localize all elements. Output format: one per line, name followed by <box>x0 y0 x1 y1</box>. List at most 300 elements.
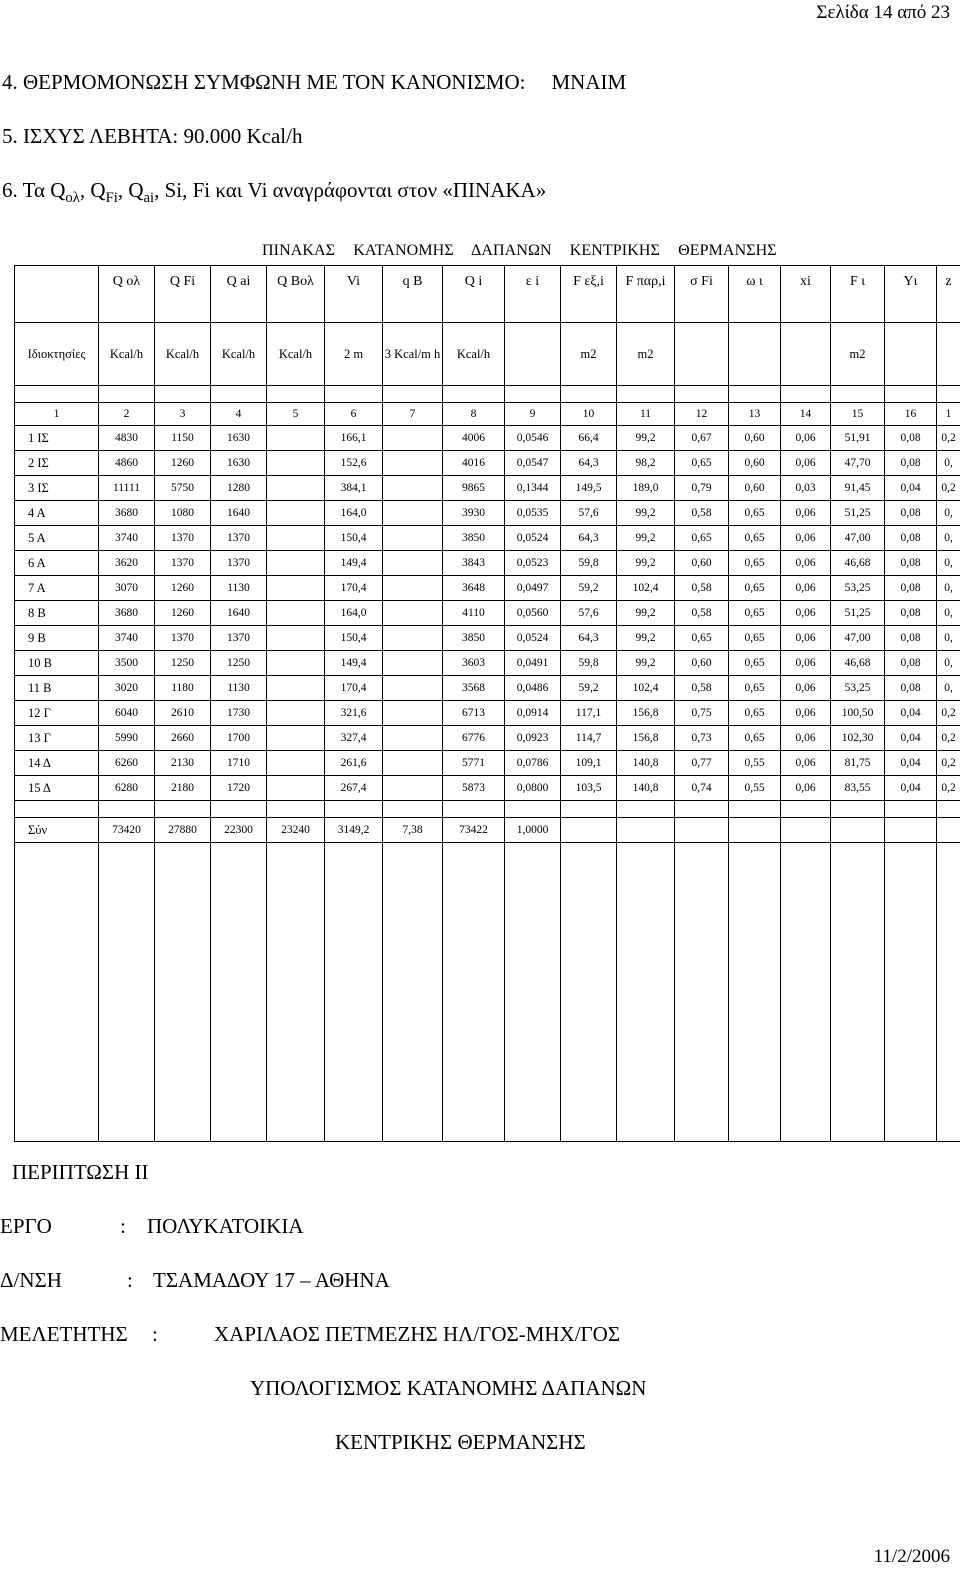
table-cell <box>383 751 443 776</box>
insulation-line <box>2 70 626 95</box>
empty-cell <box>781 801 831 818</box>
table-cell <box>383 501 443 526</box>
insulation-label: 4. ΘΕΡΜΟΜΟΝΩΣΗ ΣΥΜΦΩΝΗ ΜΕ ΤΟΝ ΚΑΝΟΝΙΣΜΟ: <box>2 70 526 94</box>
empty-cell <box>99 801 155 818</box>
table-cell: 1640 <box>211 501 267 526</box>
empty-cell <box>505 801 561 818</box>
table-cell: 0,58 <box>675 601 729 626</box>
table-cell: 4860 <box>99 451 155 476</box>
table-cell: 0,04 <box>885 701 937 726</box>
table-cell <box>267 476 325 501</box>
table-cell: 3070 <box>99 576 155 601</box>
header-symbol-cell: Q ολ <box>99 266 155 323</box>
table-cell: 327,4 <box>325 726 383 751</box>
table-cell <box>267 776 325 801</box>
column-number-cell: 1 <box>937 403 960 426</box>
table-cell: 140,8 <box>617 751 675 776</box>
document-date: 11/2/2006 <box>873 1546 950 1567</box>
table-cell: 117,1 <box>561 701 617 726</box>
table-cell: 64,3 <box>561 451 617 476</box>
owner-cell: 3 ΙΣ <box>15 476 99 501</box>
table-cell: 0,0800 <box>505 776 561 801</box>
table-cell: 1260 <box>155 451 211 476</box>
table-cell: 3740 <box>99 626 155 651</box>
table-cell: 1370 <box>155 526 211 551</box>
table-cell: 3843 <box>443 551 505 576</box>
table-cell: 261,6 <box>325 751 383 776</box>
empty-cell <box>443 386 505 403</box>
sum-cell: 27880 <box>155 818 211 843</box>
table-cell: 0,0491 <box>505 651 561 676</box>
header-symbol-cell: Vi <box>325 266 383 323</box>
table-cell <box>267 701 325 726</box>
header-symbol-cell: ω ι <box>729 266 781 323</box>
note-part: , Q <box>117 178 144 202</box>
note-part: , Si, Fi και Vi αναγράφονται στον «ΠΙΝΑΚΑ» <box>154 178 547 202</box>
table-cell: 0,08 <box>885 576 937 601</box>
table-cell: 6280 <box>99 776 155 801</box>
owner-cell: 10 Β <box>15 651 99 676</box>
table-cell: 0,06 <box>781 551 831 576</box>
table-cell: 103,5 <box>561 776 617 801</box>
table-cell: 0, <box>937 501 960 526</box>
header-units-row <box>15 323 960 386</box>
table-row <box>15 726 960 751</box>
sum-cell <box>617 818 675 843</box>
empty-cell <box>505 386 561 403</box>
empty-cell <box>729 801 781 818</box>
info-sep: : <box>120 1214 126 1238</box>
table-cell: 0,58 <box>675 501 729 526</box>
table-cell: 0,08 <box>885 676 937 701</box>
table-cell: 59,8 <box>561 651 617 676</box>
table-cell: 46,68 <box>831 651 885 676</box>
table-cell: 0,0523 <box>505 551 561 576</box>
header-symbols-row <box>15 266 960 323</box>
table-cell: 2610 <box>155 701 211 726</box>
table-cell: 0,65 <box>729 501 781 526</box>
sum-cell <box>937 818 960 843</box>
table-cell <box>267 576 325 601</box>
table-cell: 3568 <box>443 676 505 701</box>
boiler-power-line: 5. ΙΣΧΥΣ ΛΕΒΗΤΑ: 90.000 Kcal/h <box>2 124 303 148</box>
table-cell: 99,2 <box>617 551 675 576</box>
table-cell: 0,60 <box>729 476 781 501</box>
table-cell: 11111 <box>99 476 155 501</box>
table-cell: 0,2 <box>937 776 960 801</box>
note-part: , Q <box>79 178 106 202</box>
header-unit-cell: Kcal/h <box>267 323 325 386</box>
table-cell <box>267 726 325 751</box>
owner-cell: 11 Β <box>15 676 99 701</box>
owner-cell: 4 Α <box>15 501 99 526</box>
table-cell: 0, <box>937 576 960 601</box>
table-cell: 0, <box>937 526 960 551</box>
sum-cell <box>781 818 831 843</box>
table-cell: 99,2 <box>617 501 675 526</box>
table-cell: 99,2 <box>617 626 675 651</box>
header-symbol-cell: F ι <box>831 266 885 323</box>
info-sep: : <box>152 1322 158 1346</box>
empty-cell <box>831 801 885 818</box>
table-title <box>262 242 791 260</box>
note-sub: ai <box>143 190 155 207</box>
table-cell: 57,6 <box>561 501 617 526</box>
column-number-cell: 7 <box>383 403 443 426</box>
table-cell: 0,08 <box>885 501 937 526</box>
column-numbers-row <box>15 403 960 426</box>
quantities-note <box>2 178 546 207</box>
empty-cell <box>831 843 885 1142</box>
table-cell: 2180 <box>155 776 211 801</box>
empty-cell <box>885 801 937 818</box>
owner-cell: 12 Γ <box>15 701 99 726</box>
table-cell: 0,1344 <box>505 476 561 501</box>
column-number-cell: 12 <box>675 403 729 426</box>
table-cell: 0,79 <box>675 476 729 501</box>
table-cell <box>383 776 443 801</box>
table-cell: 140,8 <box>617 776 675 801</box>
info-value: ΤΣΑΜΑΔΟΥ 17 – ΑΘΗΝΑ <box>153 1268 390 1292</box>
sum-row <box>15 818 960 843</box>
header-symbol-cell: σ Fi <box>675 266 729 323</box>
table-cell: 156,8 <box>617 701 675 726</box>
empty-cell <box>729 386 781 403</box>
table-cell: 0,06 <box>781 651 831 676</box>
column-number-cell: 14 <box>781 403 831 426</box>
column-number-cell: 1 <box>15 403 99 426</box>
column-number-cell: 5 <box>267 403 325 426</box>
table-cell: 0,2 <box>937 701 960 726</box>
table-row <box>15 751 960 776</box>
table-cell: 0,73 <box>675 726 729 751</box>
table-cell: 1700 <box>211 726 267 751</box>
header-symbol-cell: F παρ,i <box>617 266 675 323</box>
table-cell: 81,75 <box>831 751 885 776</box>
table-cell <box>267 626 325 651</box>
table-cell: 53,25 <box>831 676 885 701</box>
table-cell: 5750 <box>155 476 211 501</box>
sum-cell: 23240 <box>267 818 325 843</box>
empty-cell <box>937 843 960 1142</box>
table-cell <box>383 726 443 751</box>
header-symbol-cell <box>15 266 99 323</box>
table-cell: 0,65 <box>675 526 729 551</box>
table-cell: 102,4 <box>617 576 675 601</box>
table-cell: 0, <box>937 626 960 651</box>
table-cell: 4016 <box>443 451 505 476</box>
empty-cell <box>443 801 505 818</box>
spacer-row <box>15 801 960 818</box>
table-cell: 3680 <box>99 501 155 526</box>
sum-cell <box>561 818 617 843</box>
table-cell: 0,75 <box>675 701 729 726</box>
empty-cell <box>885 386 937 403</box>
table-cell: 0,08 <box>885 526 937 551</box>
table-cell: 0, <box>937 676 960 701</box>
table-cell: 1130 <box>211 676 267 701</box>
empty-cell <box>781 386 831 403</box>
table-cell: 0,04 <box>885 751 937 776</box>
table-row <box>15 676 960 701</box>
owner-cell: 2 ΙΣ <box>15 451 99 476</box>
table-cell: 66,4 <box>561 426 617 451</box>
table-cell: 0,06 <box>781 751 831 776</box>
table-cell: 53,25 <box>831 576 885 601</box>
table-cell: 0,60 <box>675 651 729 676</box>
empty-cell <box>675 801 729 818</box>
table-cell: 1370 <box>155 626 211 651</box>
table-cell: 47,00 <box>831 526 885 551</box>
table-cell: 102,4 <box>617 676 675 701</box>
table-cell: 0,65 <box>729 601 781 626</box>
owner-cell: 8 Β <box>15 601 99 626</box>
table-cell <box>383 551 443 576</box>
table-cell: 57,6 <box>561 601 617 626</box>
empty-cell <box>831 386 885 403</box>
table-cell <box>383 651 443 676</box>
table-cell: 0,74 <box>675 776 729 801</box>
table-cell: 170,4 <box>325 576 383 601</box>
table-row <box>15 701 960 726</box>
table-cell: 0,0535 <box>505 501 561 526</box>
table-row <box>15 501 960 526</box>
table-cell: 0, <box>937 601 960 626</box>
empty-cell <box>617 386 675 403</box>
header-symbol-cell: ε i <box>505 266 561 323</box>
table-cell: 0,06 <box>781 676 831 701</box>
table-cell: 109,1 <box>561 751 617 776</box>
empty-cell <box>675 843 729 1142</box>
table-cell: 3930 <box>443 501 505 526</box>
table-row <box>15 476 960 501</box>
table-cell: 1720 <box>211 776 267 801</box>
owner-cell: 14 Δ <box>15 751 99 776</box>
table-cell: 1150 <box>155 426 211 451</box>
table-cell: 83,55 <box>831 776 885 801</box>
table-cell: 0,03 <box>781 476 831 501</box>
table-cell <box>267 651 325 676</box>
header-symbol-cell: Q i <box>443 266 505 323</box>
table-cell: 1250 <box>155 651 211 676</box>
table-cell: 59,2 <box>561 676 617 701</box>
empty-cell <box>99 386 155 403</box>
empty-cell <box>155 801 211 818</box>
table-cell: 0,0486 <box>505 676 561 701</box>
header-symbol-cell: Q ai <box>211 266 267 323</box>
table-row <box>15 576 960 601</box>
table-cell: 0,77 <box>675 751 729 776</box>
header-unit-cell <box>505 323 561 386</box>
table-cell <box>383 526 443 551</box>
table-cell: 1370 <box>211 551 267 576</box>
table-cell <box>267 551 325 576</box>
table-cell: 1640 <box>211 601 267 626</box>
table-cell: 99,2 <box>617 526 675 551</box>
column-number-cell: 2 <box>99 403 155 426</box>
table-cell: 102,30 <box>831 726 885 751</box>
info-project <box>0 1214 304 1239</box>
column-number-cell: 11 <box>617 403 675 426</box>
table-cell: 0,60 <box>729 426 781 451</box>
table-cell: 1280 <box>211 476 267 501</box>
table-cell: 64,3 <box>561 526 617 551</box>
spacer-row <box>15 386 960 403</box>
table-cell: 0,0786 <box>505 751 561 776</box>
empty-cell <box>443 843 505 1142</box>
owner-cell: 13 Γ <box>15 726 99 751</box>
table-cell: 0,08 <box>885 626 937 651</box>
table-row <box>15 626 960 651</box>
empty-cell <box>383 801 443 818</box>
table-cell: 0,65 <box>729 626 781 651</box>
table-row <box>15 451 960 476</box>
table-cell: 99,2 <box>617 426 675 451</box>
table-cell: 1260 <box>155 601 211 626</box>
table-cell: 149,4 <box>325 551 383 576</box>
table-cell: 3740 <box>99 526 155 551</box>
table-cell: 3680 <box>99 601 155 626</box>
table-cell: 0,60 <box>729 451 781 476</box>
table-cell: 0,65 <box>729 701 781 726</box>
table-cell: 64,3 <box>561 626 617 651</box>
table-cell: 51,25 <box>831 501 885 526</box>
table-cell: 384,1 <box>325 476 383 501</box>
empty-cell <box>211 801 267 818</box>
table-cell <box>267 751 325 776</box>
column-number-cell: 8 <box>443 403 505 426</box>
header-symbol-cell: F εξ,i <box>561 266 617 323</box>
table-cell: 0,65 <box>675 626 729 651</box>
table-cell: 0,0524 <box>505 526 561 551</box>
table-cell <box>383 426 443 451</box>
header-unit-cell: Kcal/h <box>211 323 267 386</box>
empty-cell <box>561 386 617 403</box>
empty-cell <box>15 843 99 1142</box>
table-cell: 152,6 <box>325 451 383 476</box>
sum-cell: 3149,2 <box>325 818 383 843</box>
table-cell: 114,7 <box>561 726 617 751</box>
column-number-cell: 16 <box>885 403 937 426</box>
table-cell: 5873 <box>443 776 505 801</box>
table-cell: 1370 <box>211 526 267 551</box>
table-cell: 0,65 <box>729 726 781 751</box>
table-row <box>15 651 960 676</box>
empty-cell <box>15 801 99 818</box>
header-unit-cell: m2 <box>617 323 675 386</box>
table-cell: 0,06 <box>781 426 831 451</box>
table-cell: 99,2 <box>617 651 675 676</box>
header-symbol-cell: Q Fi <box>155 266 211 323</box>
table-cell: 0,08 <box>885 601 937 626</box>
table-cell: 5771 <box>443 751 505 776</box>
empty-cell <box>325 386 383 403</box>
page-number: Σελίδα 14 από 23 <box>816 2 950 23</box>
table-cell: 0,65 <box>729 551 781 576</box>
info-label: Δ/ΝΣΗ <box>0 1268 62 1292</box>
table-cell: 164,0 <box>325 501 383 526</box>
table-cell: 47,00 <box>831 626 885 651</box>
table-cell: 91,45 <box>831 476 885 501</box>
table-cell: 0,65 <box>729 651 781 676</box>
empty-cell <box>937 386 960 403</box>
table-cell: 0,65 <box>729 676 781 701</box>
table-cell <box>267 451 325 476</box>
empty-cell <box>383 386 443 403</box>
sum-cell: 73422 <box>443 818 505 843</box>
empty-cell <box>267 386 325 403</box>
info-label: ΕΡΓΟ <box>0 1214 52 1238</box>
sum-cell: 73420 <box>99 818 155 843</box>
sum-label-cell: Σύν <box>15 818 99 843</box>
note-sub: Fi <box>105 190 118 207</box>
table-title-word: ΚΕΝΤΡΙΚΗΣ <box>569 242 660 259</box>
owner-cell: 5 Α <box>15 526 99 551</box>
table-cell: 0,06 <box>781 626 831 651</box>
sum-cell <box>831 818 885 843</box>
table-cell <box>267 426 325 451</box>
table-cell <box>383 701 443 726</box>
empty-cell <box>729 843 781 1142</box>
table-cell <box>383 451 443 476</box>
header-symbol-cell: z <box>937 266 960 323</box>
sum-cell: 7,38 <box>383 818 443 843</box>
table-cell <box>383 601 443 626</box>
table-cell: 0,06 <box>781 701 831 726</box>
table-cell: 189,0 <box>617 476 675 501</box>
empty-cell <box>675 386 729 403</box>
header-unit-cell <box>781 323 831 386</box>
owner-cell: 9 Β <box>15 626 99 651</box>
column-number-cell: 13 <box>729 403 781 426</box>
table-cell: 99,2 <box>617 601 675 626</box>
table-cell: 2660 <box>155 726 211 751</box>
header-unit-cell <box>885 323 937 386</box>
table-cell: 0, <box>937 651 960 676</box>
table-cell: 0,0497 <box>505 576 561 601</box>
table-cell: 3850 <box>443 526 505 551</box>
note-sub: ολ <box>65 190 80 207</box>
column-number-cell: 9 <box>505 403 561 426</box>
empty-cell <box>267 843 325 1142</box>
table-cell: 164,0 <box>325 601 383 626</box>
column-number-cell: 3 <box>155 403 211 426</box>
table-cell: 170,4 <box>325 676 383 701</box>
info-sep: : <box>127 1268 133 1292</box>
table-cell: 0,04 <box>885 776 937 801</box>
table-cell <box>383 626 443 651</box>
table-cell: 6040 <box>99 701 155 726</box>
empty-cell <box>781 843 831 1142</box>
table-cell: 0,2 <box>937 726 960 751</box>
table-cell: 47,70 <box>831 451 885 476</box>
table-row <box>15 526 960 551</box>
table-cell: 1250 <box>211 651 267 676</box>
table-cell: 267,4 <box>325 776 383 801</box>
table-cell: 51,91 <box>831 426 885 451</box>
header-unit-cell <box>675 323 729 386</box>
table-cell: 3500 <box>99 651 155 676</box>
column-number-cell: 4 <box>211 403 267 426</box>
table-cell: 0,0923 <box>505 726 561 751</box>
empty-cell <box>155 843 211 1142</box>
table-cell: 0, <box>937 551 960 576</box>
table-cell: 0,06 <box>781 576 831 601</box>
table-cell: 1710 <box>211 751 267 776</box>
table-cell: 51,25 <box>831 601 885 626</box>
table-cell: 0,55 <box>729 751 781 776</box>
column-number-cell: 6 <box>325 403 383 426</box>
